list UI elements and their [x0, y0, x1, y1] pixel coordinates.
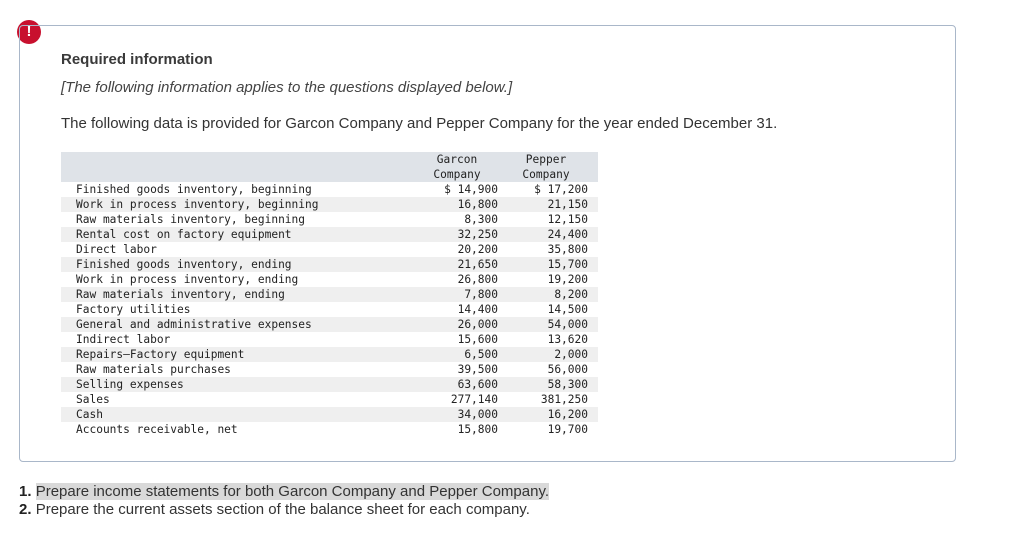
header-garcon-line2: Company [433, 168, 481, 181]
table-row [61, 272, 598, 287]
row-label: Repairs—Factory equipment [61, 347, 416, 362]
row-label: Accounts receivable, net [76, 423, 238, 436]
row-label: Factory utilities [76, 303, 191, 316]
table-row [61, 287, 598, 302]
header-garcon-line1: Garcon [436, 153, 478, 166]
row-label: Selling expenses [61, 377, 416, 392]
garcon-value: 8,300 [464, 213, 498, 226]
pepper-value: 381,250 [540, 393, 588, 406]
pepper-value: 14,500 [547, 303, 588, 316]
table-row [61, 392, 598, 407]
question-number: 1. [19, 483, 32, 500]
garcon-value: 32,250 [416, 227, 504, 242]
table-header-row [61, 152, 598, 167]
garcon-value: 26,800 [457, 273, 498, 286]
garcon-value: 15,800 [457, 423, 498, 436]
table-header-row-2 [61, 167, 598, 182]
pepper-value: 54,000 [504, 317, 598, 332]
row-label: Indirect labor [76, 333, 171, 346]
table-row [61, 182, 598, 197]
header-pepper-line1: Pepper [525, 153, 567, 166]
table-row [61, 317, 598, 332]
table-row [61, 242, 598, 257]
pepper-value: 13,620 [547, 333, 588, 346]
pepper-value: 16,200 [504, 407, 598, 422]
row-label: Work in process inventory, ending [76, 273, 299, 286]
row-label: Cash [61, 407, 416, 422]
table-row [61, 197, 598, 212]
questions-list [19, 483, 549, 519]
garcon-value: 7,800 [416, 287, 504, 302]
header-pepper [504, 152, 598, 167]
garcon-value: 277,140 [450, 393, 498, 406]
table-row [61, 407, 598, 422]
garcon-value: 26,000 [416, 317, 504, 332]
pepper-value: 19,700 [547, 423, 588, 436]
table-row [61, 302, 598, 317]
intro-text: The following data is provided for Garcon Company and Pepper Company for the year ended December 31. [61, 115, 778, 132]
pepper-value: 12,150 [547, 213, 588, 226]
header-pepper-line2: Company [522, 168, 570, 181]
row-label: Rental cost on factory equipment [61, 227, 416, 242]
table-row [61, 362, 598, 377]
row-label: Work in process inventory, beginning [61, 197, 416, 212]
row-label: Raw materials inventory, ending [61, 287, 416, 302]
section-heading: Required information [61, 51, 213, 68]
garcon-value: 15,600 [457, 333, 498, 346]
alert-icon: ! [17, 20, 41, 44]
garcon-value: 39,500 [457, 363, 498, 376]
row-label: Raw materials purchases [76, 363, 231, 376]
table-row [61, 332, 598, 347]
pepper-value: 35,800 [547, 243, 588, 256]
pepper-value: 21,150 [504, 197, 598, 212]
question-1 [19, 483, 549, 501]
garcon-value: 14,400 [457, 303, 498, 316]
company-data-table [61, 152, 598, 437]
header-blank [61, 152, 416, 167]
pepper-value: 19,200 [547, 273, 588, 286]
question-2 [19, 501, 549, 519]
table-row [61, 377, 598, 392]
row-label: Finished goods inventory, beginning [76, 183, 312, 196]
row-label: Finished goods inventory, ending [61, 257, 416, 272]
table-row [61, 257, 598, 272]
table-row [61, 212, 598, 227]
pepper-value: 24,400 [504, 227, 598, 242]
header-garcon-2 [416, 167, 504, 182]
garcon-value: $ 14,900 [444, 183, 498, 196]
question-text: Prepare the current assets section of the balance sheet for each company. [35, 501, 530, 518]
row-label: Sales [76, 393, 110, 406]
table-row [61, 347, 598, 362]
pepper-value: 58,300 [504, 377, 598, 392]
row-label: Raw materials inventory, beginning [76, 213, 306, 226]
question-text: Prepare income statements for both Garcon Company and Pepper Company. [35, 483, 550, 500]
garcon-value: 20,200 [457, 243, 498, 256]
header-garcon [416, 152, 504, 167]
header-pepper-2 [504, 167, 598, 182]
row-label: Direct labor [76, 243, 157, 256]
pepper-value: 8,200 [504, 287, 598, 302]
row-label: General and administrative expenses [61, 317, 416, 332]
garcon-value: 16,800 [416, 197, 504, 212]
question-number: 2. [19, 501, 32, 518]
garcon-value: 34,000 [416, 407, 504, 422]
table-row [61, 227, 598, 242]
garcon-value: 63,600 [416, 377, 504, 392]
pepper-value: 15,700 [504, 257, 598, 272]
pepper-value: 56,000 [547, 363, 588, 376]
info-note: [The following information applies to the questions displayed below.] [61, 79, 513, 96]
garcon-value: 21,650 [416, 257, 504, 272]
header-blank-2 [61, 167, 416, 182]
table-row [61, 422, 598, 437]
pepper-value: 2,000 [504, 347, 598, 362]
garcon-value: 6,500 [416, 347, 504, 362]
pepper-value: $ 17,200 [534, 183, 588, 196]
